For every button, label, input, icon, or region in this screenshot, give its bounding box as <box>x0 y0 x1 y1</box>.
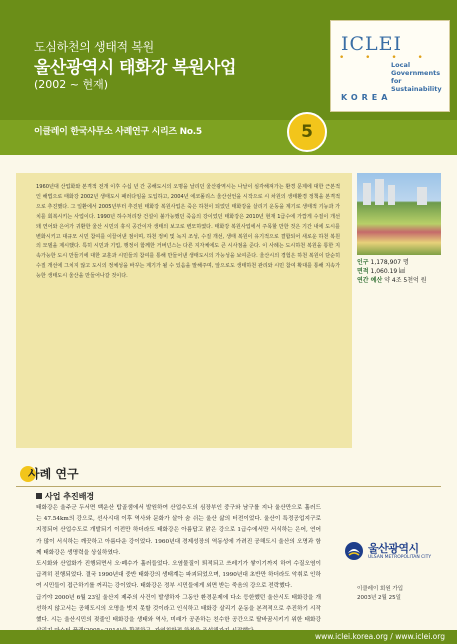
iclei-korea-label: KOREA <box>341 93 392 102</box>
building-shape <box>363 183 371 205</box>
section-header <box>16 468 441 487</box>
body-text <box>36 503 321 637</box>
building-shape <box>417 187 427 205</box>
ulsan-city-logo <box>344 537 442 567</box>
summary-text: 1960년대 산업화와 본격적 전개 이후 수십 년 간 공해도시의 오명을 날리던 울산광역시는 나날이 심각해져가는 환경 문제에 대한 근본적인 해법으로 태화강 2002년 생태도시 패러다임을 도입하고, 2004년 에코폴리스 울산선언을 시작으로 시 차원의 생태환경 정책을 본격적으로 추진했다. 그 일환에서 2005년부터 추진된 태화강 복원사업은 죽은 하천이 되었던 태화강을 살리기 운동을 계기로 생태적 기능과 가치를 회복시키는 사업이다. 1990년 하수처리장 건설이 불가능했던 죽음의 강이었던 태화강은 2010년 현재 1급수에 가깝게 수질이 개선돼 연어와 은어가 귀환한 울산 시민의 휴식 공간이자 생태의 보고로 변모하였다. 태화강 복원사업에서 주목할 만한 것은 기간 내에 도시를 변화시키고 대규모 시민 참여를 이끌어낸 점이며, 하천 정비 및 녹지 조성, 수질 개선, 생태 복원이 유기적으로 결합되어 새로운 하천 복원의 모델을 제시했다. 특히 시민과 기업, 행정이 함께한 거버넌스는 다른 지자체에도 큰 시사점을 준다. 이 사례는 도시하천 복원을 통한 지속가능한 도시 만들기에 대한 교훈과 시민들의 참여를 통해 만들어낸 생태도시의 가능성을 보여준다. 울산시의 경험은 하천 복원이 단순히 수질 개선에 그치지 않고 도시의 정체성을 바꾸는 계기가 될 수 있음을 말해주며, 앞으로도 생태하천 관리와 시민 참여 확대를 통해 지속가능한 생태도시 울산을 만들어나갈 것이다. <box>36 184 340 280</box>
page-footer <box>0 630 457 644</box>
city-name-en: ULSAN METROPOLITAN CITY <box>368 555 432 560</box>
city-stats <box>357 258 427 285</box>
paragraph: 태화강은 울주군 두서면 백운산 탑골샘에서 발원하여 산업수도의 심장부인 중구와 남구를 지나 울산만으로 흘러드는 47.54km의 강으로, 선사시대 이후 역사와 문화가 살아 숨 쉬는 울산 삶의 터전이었다. 울산이 특정공업지구로 지정되어 산업수도로 개발되기 이전만 하더라도 태화강은 아름답고 맑은 강으로 1급수에서만 서식하는 은어, 연어가 많이 서식하는 깨끗하고 아름다운 강이었다. 1960년대 경제성장의 역동성에 가려진 공해도시 울산의 오명과 함께 태화강은 생명력을 상실하였다. <box>36 505 321 556</box>
ulsan-emblem-icon <box>344 541 364 561</box>
footer-url[interactable]: www.iclei.korea.org / www.iclei.org <box>314 632 445 641</box>
city-name: 울산광역시 <box>368 542 419 555</box>
area-row: 면적 1,060.19 ㎢ <box>357 268 406 275</box>
membership-note: 이클레이 회원 가입 2003년 2월 25일 <box>357 586 404 601</box>
square-bullet-icon <box>36 493 42 499</box>
iclei-logo-text: ICLEI <box>341 33 403 55</box>
project-years: (2002 ~ 현재) <box>34 78 109 91</box>
series-label: 이클레이 한국사무소 사례연구 시리즈 No.5 <box>34 127 202 137</box>
series-number-badge: 5 <box>287 112 327 152</box>
subsection-title: 사업 추진배경 <box>36 491 94 502</box>
page-title: 울산광역시 태화강 복원사업 <box>34 58 236 78</box>
population-row: 인구 1,178,907 명 <box>357 259 409 266</box>
building-shape <box>375 179 384 205</box>
page-subtitle: 도심하천의 생태적 복원 <box>34 40 154 54</box>
iclei-dots-icon: • • • • <box>339 53 432 63</box>
iclei-tagline: Local Governments for Sustainability <box>391 61 442 93</box>
paragraph: 도시화와 산업화가 진행되면서 오·폐수가 흘러들었다. 오염물질이 퇴적되고 쓰레기가 쌓이기까지 하여 수질오염이 급격히 진행되었다. 결국 1990년대 중반 태화강의 생태계는 파괴되었으며, 1990년대 초반만 하더라도 악취로 인하여 시민들이 접근하기를 꺼리는 강이었다. 태화강은 정부 시민들에게 외면 받는 죽음의 강으로 전락했다. <box>36 561 322 590</box>
section-title: 사례 연구 <box>28 467 79 481</box>
paragraph: 급기야 2000년 6월 23일 울산지 제주의 사건이 발생하자 그동안 환경문제에 다소 등한했던 울산시도 태화강을 개선하지 않고서는 공해도시의 오명을 벗지 못할 것이라고 인식하고 태화강 살리기 운동을 본격적으로 추진하기 시작했다. 시는 울산시민의 젖줄인 태화강을 생태와 역사, 미래가 공존하는 친수한 공간으로 탈바꿈시키기 위한 태화강 <box>36 594 321 624</box>
river-photo <box>357 173 441 255</box>
budget-row: 연간 예산 약 4조 5천억 원 <box>357 277 427 284</box>
building-shape <box>388 185 395 205</box>
iclei-logo <box>330 20 450 112</box>
